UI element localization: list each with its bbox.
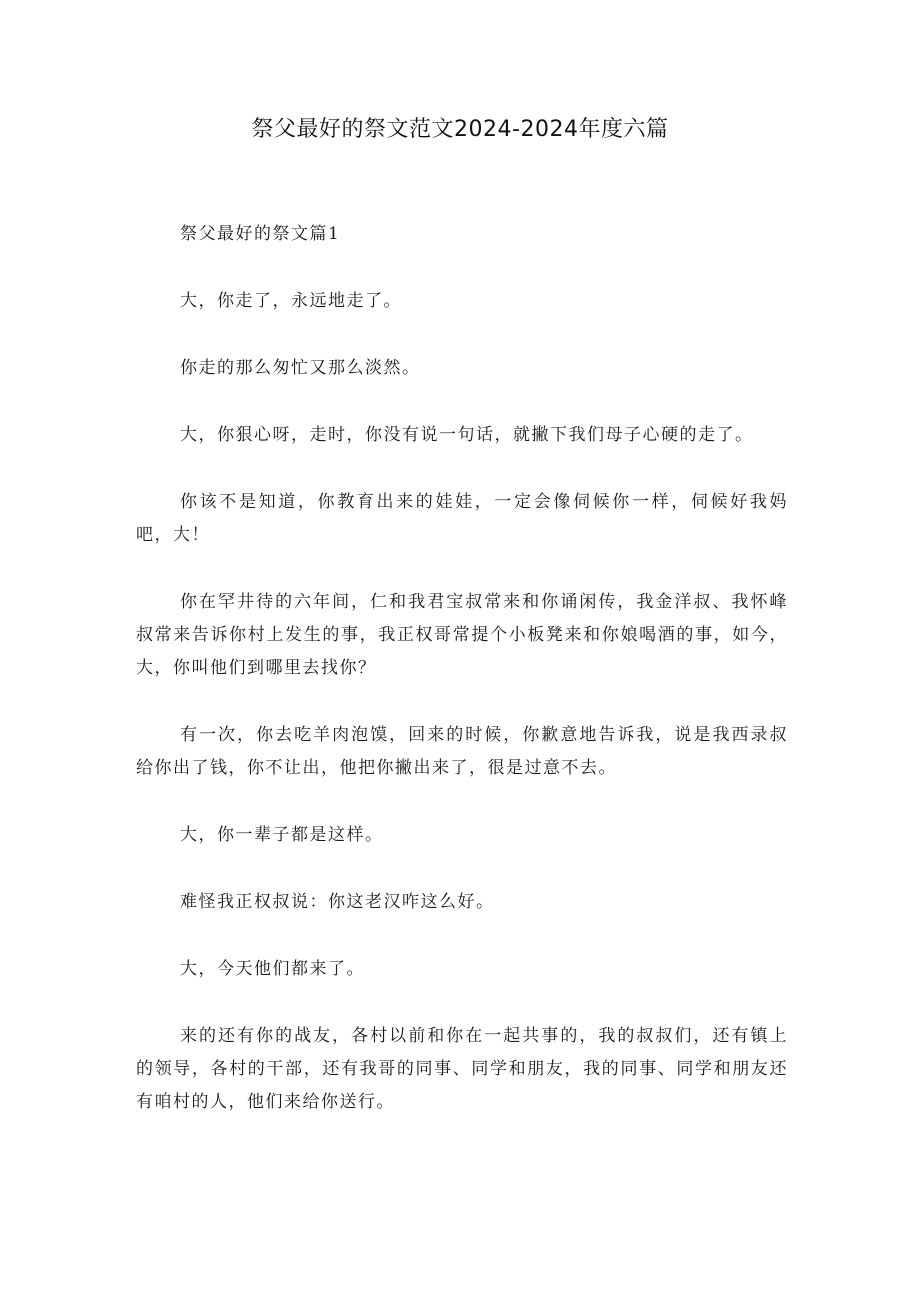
section-heading: 祭父最好的祭文篇1 (180, 224, 341, 244)
paragraph: 大，你狠心呀，走时，你没有说一句话，就撇下我们母子心硬的走了。 (180, 425, 754, 445)
paragraph: 你走的那么匆忙又那么淡然。 (180, 358, 421, 378)
paragraph: 大，你走了，永远地走了。 (180, 291, 402, 311)
paragraph: 来的还有你的战友，各村以前和你在一起共事的，我的叔叔们，还有镇上的领导，各村的干部，还有我哥的同事、同学和朋友，我的同事、同学和朋友还有咱村的人，他们来给你送行。 (136, 1026, 788, 1112)
paragraph: 你在罕井待的六年间，仁和我君宝叔常来和你诵闲传，我金洋叔、我怀峰叔常来告诉你村上发生的事，我正权哥常提个小板凳来和你娘喝酒的事，如今，大，你叫他们到哪里去找你？ (136, 592, 788, 678)
document-title: 祭父最好的祭文范文2024-2024年度六篇 (251, 117, 669, 142)
paragraph: 难怪我正权叔说：你这老汉咋这么好。 (180, 892, 495, 912)
paragraph: 大，你一辈子都是这样。 (180, 825, 384, 845)
paragraph: 你该不是知道，你教育出来的娃娃，一定会像伺候你一样，伺候好我妈吧，大！ (136, 492, 788, 545)
paragraph: 有一次，你去吃羊肉泡馍，回来的时候，你歉意地告诉我，说是我西录叔给你出了钱，你不让出，他把你撇出来了，很是过意不去。 (136, 725, 788, 778)
paragraph: 大，今天他们都来了。 (180, 959, 365, 979)
document-body (136, 218, 788, 1153)
